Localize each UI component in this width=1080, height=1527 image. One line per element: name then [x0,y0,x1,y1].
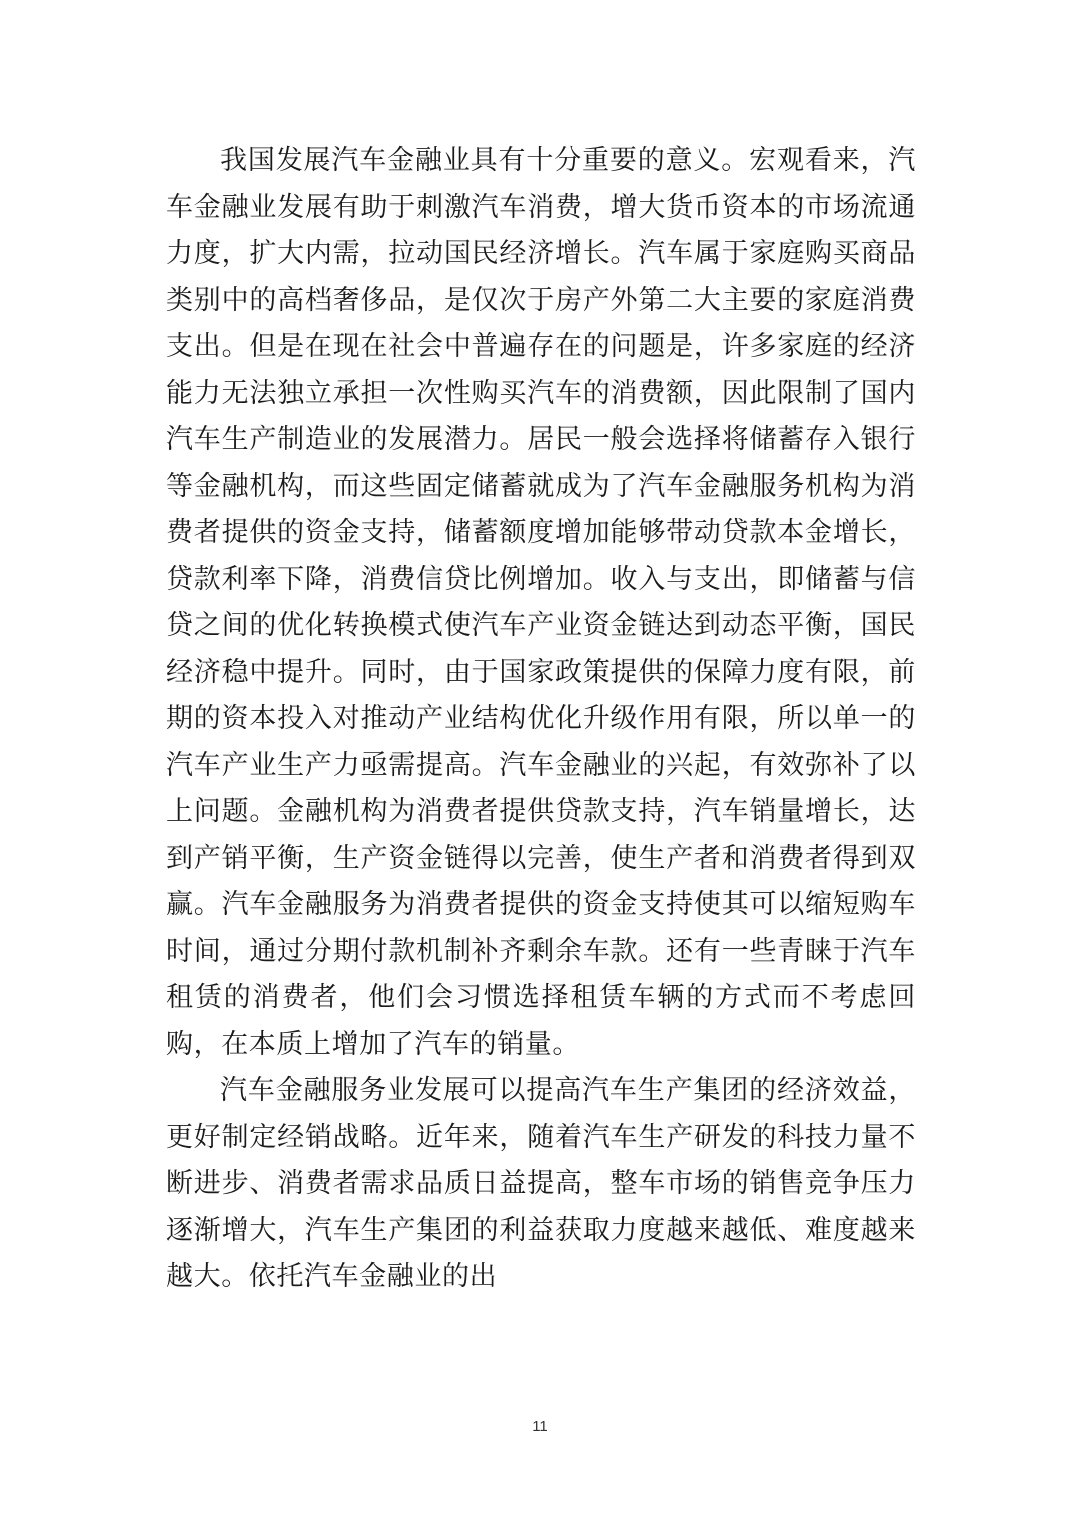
document-body [166,138,916,1301]
page-number: 11 [532,1418,548,1435]
paragraph: 我国发展汽车金融业具有十分重要的意义。宏观看来，汽车金融业发展有助于刺激汽车消费，增大货币资本的市场流通力度，扩大内需，拉动国民经济增长。汽车属于家庭购买商品类别中的高档奢侈品，是仅次于房产外第二大主要的家庭消费支出。但是在现在社会中普遍存在的问题是，许多家庭的经济能力无法独立承担一次性购买汽车的消费额，因此限制了国内汽车生产制造业的发展潜力。居民一般会选择将储蓄存入银行等金融机构，而这些固定储蓄就成为了汽车金融服务机构为消费者提供的资金支持，储蓄额度增加能够带动贷款本金增长，贷款利率下降，消费信贷比例增加。收入与支出，即储蓄与信贷之间的优化转换模式使汽车产业资金链达到动态平衡，国民经济稳中提升。同时，由于国家政策提供的保障力度有限，前期的资本投入对推动产业结构优化升级作用有限，所以单一的汽车产业生产力亟需提高。汽车金融业的兴起，有效弥补了以上问题。金融机构为消费者提供贷款支持，汽车销量增长，达到产销平衡，生产资金链得以完善，使生产者和消费者得到双赢。汽车金融服务为消费者提供的资金支持使其可以缩短购车时间，通过分期付款机制补齐剩余车款。还有一些青睐于汽车租赁的消费者，他们会习惯选择租赁车辆的方式而不考虑回购，在本质上增加了汽车的销量。 [166,145,916,1060]
paragraph: 汽车金融服务业发展可以提高汽车生产集团的经济效益，更好制定经销战略。近年来，随着汽车生产研发的科技力量不断进步、消费者需求品质日益提高，整车市场的销售竞争压力逐渐增大，汽车生产集团的利益获取力度越来越低、难度越来越大。依托汽车金融业的出 [166,1075,916,1292]
